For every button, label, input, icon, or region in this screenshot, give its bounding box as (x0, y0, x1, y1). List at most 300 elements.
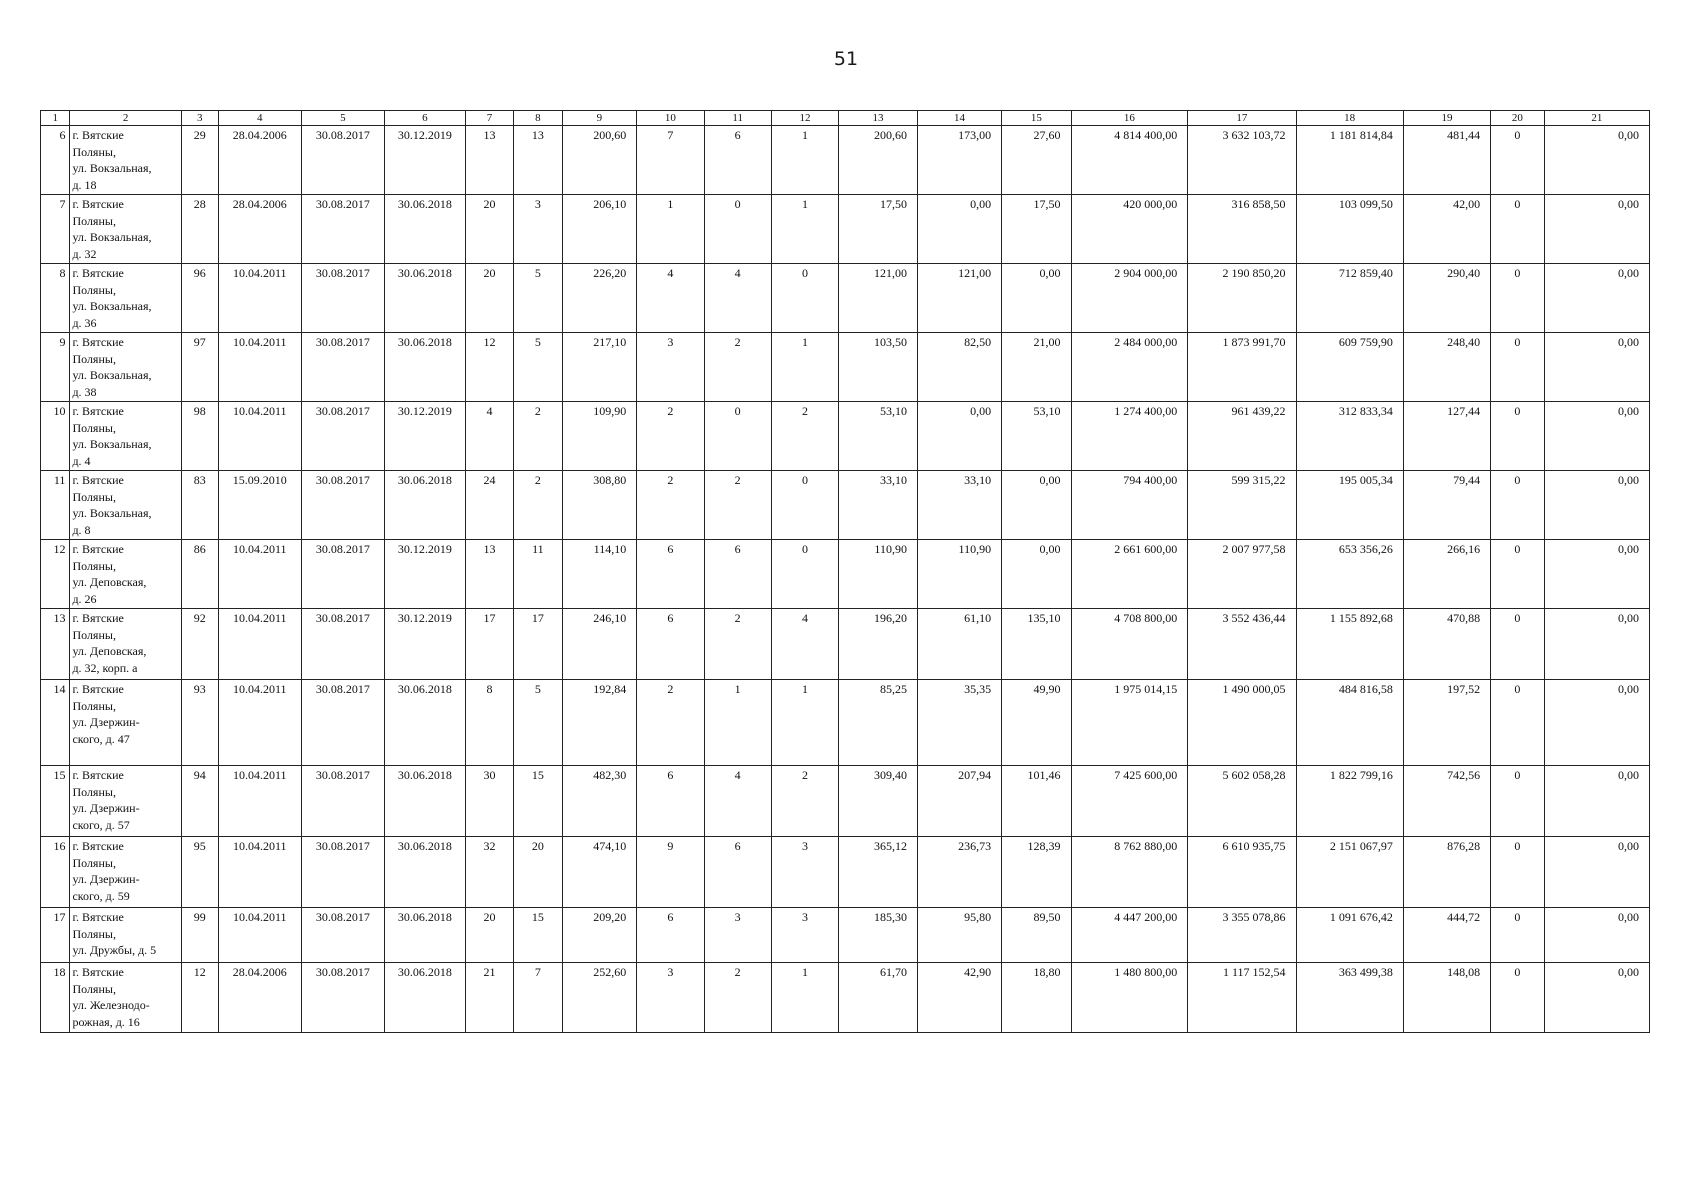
table-cell-col-15: 21,00 (1002, 333, 1071, 402)
table-cell-col-5: 30.08.2017 (301, 908, 384, 963)
table-header-row (41, 111, 1650, 126)
table-cell-col-4: 10.04.2011 (218, 540, 301, 609)
table-cell-col-6: 30.06.2018 (384, 963, 465, 1033)
table-cell-col-11: 6 (704, 540, 771, 609)
table-cell-col-16: 4 447 200,00 (1071, 908, 1188, 963)
table-cell-col-15: 0,00 (1002, 264, 1071, 333)
table-cell-col-14: 173,00 (917, 126, 1001, 195)
table-cell-col-13: 121,00 (839, 264, 918, 333)
table-cell-col-7: 20 (465, 264, 513, 333)
table-cell-col-16: 4 708 800,00 (1071, 609, 1188, 680)
table-cell-col-3: 92 (181, 609, 218, 680)
table-cell-col-12: 4 (771, 609, 838, 680)
address-cell: г. Вятские Поляны, ул. Вокзальная, д. 38 (70, 333, 181, 402)
table-cell-col-17: 5 602 058,28 (1188, 766, 1296, 837)
column-header-2: 2 (70, 111, 181, 126)
data-table-container (40, 110, 1650, 1033)
table-cell-col-8: 17 (514, 609, 562, 680)
column-header-16: 16 (1071, 111, 1188, 126)
table-cell-col-7: 13 (465, 540, 513, 609)
table-cell-col-19: 248,40 (1403, 333, 1490, 402)
column-header-7: 7 (465, 111, 513, 126)
table-cell-col-19: 79,44 (1403, 471, 1490, 540)
table-row (41, 766, 1650, 837)
table-cell-col-18: 312 833,34 (1296, 402, 1403, 471)
table-cell-col-11: 2 (704, 609, 771, 680)
table-cell-col-19: 290,40 (1403, 264, 1490, 333)
table-cell-col-8: 15 (514, 908, 562, 963)
table-cell-col-14: 82,50 (917, 333, 1001, 402)
table-row (41, 908, 1650, 963)
table-cell-col-20: 0 (1491, 402, 1545, 471)
table-cell-col-13: 53,10 (839, 402, 918, 471)
column-header-10: 10 (637, 111, 704, 126)
table-cell-col-3: 99 (181, 908, 218, 963)
column-header-12: 12 (771, 111, 838, 126)
table-cell-col-17: 599 315,22 (1188, 471, 1296, 540)
column-header-17: 17 (1188, 111, 1296, 126)
table-cell-col-19: 470,88 (1403, 609, 1490, 680)
table-cell-col-5: 30.08.2017 (301, 540, 384, 609)
table-cell-col-21: 0,00 (1544, 766, 1649, 837)
table-cell-col-15: 101,46 (1002, 766, 1071, 837)
table-cell-col-11: 0 (704, 402, 771, 471)
table-cell-col-21: 0,00 (1544, 837, 1649, 908)
table-cell-col-18: 1 822 799,16 (1296, 766, 1403, 837)
table-cell-col-20: 0 (1491, 837, 1545, 908)
address-cell: г. Вятские Поляны, ул. Железнодо- рожная, д. 16 (70, 963, 181, 1033)
table-cell-col-7: 20 (465, 908, 513, 963)
table-cell-col-7: 30 (465, 766, 513, 837)
table-cell-col-1: 12 (41, 540, 70, 609)
column-header-3: 3 (181, 111, 218, 126)
table-cell-col-5: 30.08.2017 (301, 126, 384, 195)
table-cell-col-11: 4 (704, 766, 771, 837)
address-cell: г. Вятские Поляны, ул. Вокзальная, д. 36 (70, 264, 181, 333)
table-row (41, 837, 1650, 908)
table-cell-col-20: 0 (1491, 264, 1545, 333)
table-cell-col-17: 316 858,50 (1188, 195, 1296, 264)
table-cell-col-16: 8 762 880,00 (1071, 837, 1188, 908)
table-row (41, 402, 1650, 471)
address-cell: г. Вятские Поляны, ул. Деповская, д. 32, корп. а (70, 609, 181, 680)
table-cell-col-12: 0 (771, 471, 838, 540)
table-cell-col-18: 2 151 067,97 (1296, 837, 1403, 908)
table-cell-col-1: 13 (41, 609, 70, 680)
table-cell-col-13: 365,12 (839, 837, 918, 908)
table-cell-col-4: 10.04.2011 (218, 609, 301, 680)
table-cell-col-8: 5 (514, 680, 562, 766)
table-cell-col-7: 24 (465, 471, 513, 540)
table-cell-col-6: 30.12.2019 (384, 540, 465, 609)
table-cell-col-21: 0,00 (1544, 680, 1649, 766)
table-cell-col-10: 2 (637, 680, 704, 766)
column-header-20: 20 (1491, 111, 1545, 126)
table-row (41, 540, 1650, 609)
table-cell-col-21: 0,00 (1544, 333, 1649, 402)
table-cell-col-15: 0,00 (1002, 471, 1071, 540)
table-cell-col-4: 28.04.2006 (218, 126, 301, 195)
table-cell-col-20: 0 (1491, 963, 1545, 1033)
table-cell-col-15: 0,00 (1002, 540, 1071, 609)
table-cell-col-14: 95,80 (917, 908, 1001, 963)
table-cell-col-21: 0,00 (1544, 540, 1649, 609)
table-cell-col-9: 192,84 (562, 680, 637, 766)
address-cell: г. Вятские Поляны, ул. Вокзальная, д. 4 (70, 402, 181, 471)
table-cell-col-13: 110,90 (839, 540, 918, 609)
table-cell-col-11: 6 (704, 126, 771, 195)
table-cell-col-14: 0,00 (917, 402, 1001, 471)
address-cell: г. Вятские Поляны, ул. Дзержин- ского, д. 57 (70, 766, 181, 837)
table-cell-col-1: 6 (41, 126, 70, 195)
table-cell-col-1: 10 (41, 402, 70, 471)
address-cell: г. Вятские Поляны, ул. Вокзальная, д. 18 (70, 126, 181, 195)
table-cell-col-15: 128,39 (1002, 837, 1071, 908)
table-cell-col-13: 17,50 (839, 195, 918, 264)
table-cell-col-12: 1 (771, 680, 838, 766)
table-cell-col-4: 10.04.2011 (218, 333, 301, 402)
table-cell-col-12: 1 (771, 963, 838, 1033)
table-cell-col-10: 6 (637, 766, 704, 837)
column-header-11: 11 (704, 111, 771, 126)
table-cell-col-17: 961 439,22 (1188, 402, 1296, 471)
table-cell-col-5: 30.08.2017 (301, 963, 384, 1033)
table-cell-col-5: 30.08.2017 (301, 195, 384, 264)
table-cell-col-3: 86 (181, 540, 218, 609)
table-cell-col-10: 6 (637, 609, 704, 680)
table-cell-col-18: 363 499,38 (1296, 963, 1403, 1033)
table-cell-col-17: 3 632 103,72 (1188, 126, 1296, 195)
address-cell: г. Вятские Поляны, ул. Дзержин- ского, д. 47 (70, 680, 181, 766)
table-cell-col-21: 0,00 (1544, 471, 1649, 540)
column-header-21: 21 (1544, 111, 1649, 126)
table-cell-col-12: 2 (771, 766, 838, 837)
table-cell-col-6: 30.06.2018 (384, 908, 465, 963)
column-header-19: 19 (1403, 111, 1490, 126)
page-number: 51 (833, 48, 859, 70)
table-cell-col-10: 2 (637, 471, 704, 540)
table-cell-col-13: 196,20 (839, 609, 918, 680)
table-cell-col-18: 1 091 676,42 (1296, 908, 1403, 963)
table-cell-col-9: 209,20 (562, 908, 637, 963)
table-cell-col-11: 2 (704, 963, 771, 1033)
table-cell-col-1: 8 (41, 264, 70, 333)
table-cell-col-8: 15 (514, 766, 562, 837)
column-header-15: 15 (1002, 111, 1071, 126)
column-header-13: 13 (839, 111, 918, 126)
table-cell-col-18: 195 005,34 (1296, 471, 1403, 540)
table-cell-col-10: 2 (637, 402, 704, 471)
table-cell-col-9: 206,10 (562, 195, 637, 264)
address-cell: г. Вятские Поляны, ул. Дзержин- ского, д. 59 (70, 837, 181, 908)
table-row (41, 680, 1650, 766)
table-cell-col-21: 0,00 (1544, 963, 1649, 1033)
table-cell-col-3: 28 (181, 195, 218, 264)
table-cell-col-20: 0 (1491, 333, 1545, 402)
table-cell-col-15: 53,10 (1002, 402, 1071, 471)
table-cell-col-12: 1 (771, 126, 838, 195)
table-cell-col-10: 6 (637, 540, 704, 609)
table-cell-col-14: 35,35 (917, 680, 1001, 766)
column-header-8: 8 (514, 111, 562, 126)
table-cell-col-11: 2 (704, 333, 771, 402)
table-cell-col-5: 30.08.2017 (301, 680, 384, 766)
table-cell-col-16: 2 904 000,00 (1071, 264, 1188, 333)
table-cell-col-12: 3 (771, 908, 838, 963)
table-cell-col-14: 61,10 (917, 609, 1001, 680)
table-cell-col-10: 3 (637, 333, 704, 402)
table-row (41, 963, 1650, 1033)
table-cell-col-14: 0,00 (917, 195, 1001, 264)
table-cell-col-17: 6 610 935,75 (1188, 837, 1296, 908)
table-cell-col-13: 200,60 (839, 126, 918, 195)
table-cell-col-6: 30.06.2018 (384, 471, 465, 540)
table-cell-col-19: 127,44 (1403, 402, 1490, 471)
table-cell-col-9: 482,30 (562, 766, 637, 837)
table-cell-col-15: 49,90 (1002, 680, 1071, 766)
table-cell-col-16: 2 661 600,00 (1071, 540, 1188, 609)
table-cell-col-20: 0 (1491, 540, 1545, 609)
table-cell-col-3: 83 (181, 471, 218, 540)
table-row (41, 609, 1650, 680)
table-cell-col-11: 6 (704, 837, 771, 908)
table-cell-col-9: 252,60 (562, 963, 637, 1033)
table-cell-col-6: 30.06.2018 (384, 766, 465, 837)
table-cell-col-7: 12 (465, 333, 513, 402)
table-cell-col-7: 13 (465, 126, 513, 195)
table-cell-col-11: 2 (704, 471, 771, 540)
table-cell-col-21: 0,00 (1544, 609, 1649, 680)
table-cell-col-9: 308,80 (562, 471, 637, 540)
table-cell-col-15: 17,50 (1002, 195, 1071, 264)
table-cell-col-12: 0 (771, 540, 838, 609)
table-cell-col-6: 30.12.2019 (384, 126, 465, 195)
table-cell-col-14: 110,90 (917, 540, 1001, 609)
table-cell-col-6: 30.06.2018 (384, 837, 465, 908)
table-cell-col-7: 4 (465, 402, 513, 471)
table-cell-col-16: 2 484 000,00 (1071, 333, 1188, 402)
table-cell-col-19: 148,08 (1403, 963, 1490, 1033)
table-cell-col-18: 1 181 814,84 (1296, 126, 1403, 195)
table-cell-col-13: 103,50 (839, 333, 918, 402)
table-cell-col-14: 236,73 (917, 837, 1001, 908)
table-cell-col-4: 10.04.2011 (218, 837, 301, 908)
table-cell-col-8: 5 (514, 333, 562, 402)
table-cell-col-18: 653 356,26 (1296, 540, 1403, 609)
column-header-1: 1 (41, 111, 70, 126)
table-cell-col-18: 103 099,50 (1296, 195, 1403, 264)
table-row (41, 471, 1650, 540)
table-cell-col-13: 61,70 (839, 963, 918, 1033)
table-cell-col-12: 1 (771, 195, 838, 264)
table-cell-col-4: 10.04.2011 (218, 908, 301, 963)
table-cell-col-6: 30.06.2018 (384, 264, 465, 333)
table-cell-col-19: 876,28 (1403, 837, 1490, 908)
table-cell-col-21: 0,00 (1544, 195, 1649, 264)
table-row (41, 333, 1650, 402)
table-cell-col-4: 10.04.2011 (218, 680, 301, 766)
table-cell-col-1: 18 (41, 963, 70, 1033)
table-cell-col-17: 3 552 436,44 (1188, 609, 1296, 680)
column-header-5: 5 (301, 111, 384, 126)
table-cell-col-20: 0 (1491, 908, 1545, 963)
table-cell-col-8: 11 (514, 540, 562, 609)
table-cell-col-21: 0,00 (1544, 126, 1649, 195)
column-header-6: 6 (384, 111, 465, 126)
address-cell: г. Вятские Поляны, ул. Дружбы, д. 5 (70, 908, 181, 963)
table-cell-col-3: 97 (181, 333, 218, 402)
table-cell-col-1: 14 (41, 680, 70, 766)
table-cell-col-21: 0,00 (1544, 908, 1649, 963)
data-table (40, 110, 1650, 1033)
table-cell-col-5: 30.08.2017 (301, 609, 384, 680)
table-cell-col-12: 3 (771, 837, 838, 908)
table-cell-col-18: 712 859,40 (1296, 264, 1403, 333)
table-cell-col-1: 15 (41, 766, 70, 837)
table-cell-col-9: 109,90 (562, 402, 637, 471)
table-cell-col-4: 10.04.2011 (218, 402, 301, 471)
table-cell-col-19: 481,44 (1403, 126, 1490, 195)
table-cell-col-6: 30.06.2018 (384, 333, 465, 402)
table-cell-col-1: 7 (41, 195, 70, 264)
table-cell-col-7: 32 (465, 837, 513, 908)
table-cell-col-17: 2 190 850,20 (1188, 264, 1296, 333)
table-cell-col-4: 15.09.2010 (218, 471, 301, 540)
table-cell-col-17: 1 490 000,05 (1188, 680, 1296, 766)
table-cell-col-13: 309,40 (839, 766, 918, 837)
table-cell-col-4: 10.04.2011 (218, 766, 301, 837)
table-row (41, 264, 1650, 333)
table-cell-col-15: 135,10 (1002, 609, 1071, 680)
table-cell-col-5: 30.08.2017 (301, 837, 384, 908)
table-cell-col-9: 246,10 (562, 609, 637, 680)
table-cell-col-4: 10.04.2011 (218, 264, 301, 333)
table-cell-col-7: 8 (465, 680, 513, 766)
table-cell-col-8: 3 (514, 195, 562, 264)
column-header-14: 14 (917, 111, 1001, 126)
table-cell-col-8: 2 (514, 471, 562, 540)
table-cell-col-17: 3 355 078,86 (1188, 908, 1296, 963)
table-cell-col-16: 1 274 400,00 (1071, 402, 1188, 471)
table-cell-col-3: 98 (181, 402, 218, 471)
table-cell-col-20: 0 (1491, 766, 1545, 837)
table-cell-col-17: 2 007 977,58 (1188, 540, 1296, 609)
table-cell-col-3: 95 (181, 837, 218, 908)
table-cell-col-20: 0 (1491, 609, 1545, 680)
table-cell-col-17: 1 873 991,70 (1188, 333, 1296, 402)
table-cell-col-6: 30.12.2019 (384, 609, 465, 680)
address-cell: г. Вятские Поляны, ул. Вокзальная, д. 8 (70, 471, 181, 540)
table-cell-col-17: 1 117 152,54 (1188, 963, 1296, 1033)
table-cell-col-3: 94 (181, 766, 218, 837)
table-cell-col-7: 21 (465, 963, 513, 1033)
table-cell-col-11: 3 (704, 908, 771, 963)
table-cell-col-11: 4 (704, 264, 771, 333)
table-cell-col-12: 1 (771, 333, 838, 402)
table-cell-col-12: 2 (771, 402, 838, 471)
table-cell-col-19: 266,16 (1403, 540, 1490, 609)
table-cell-col-11: 0 (704, 195, 771, 264)
table-cell-col-14: 207,94 (917, 766, 1001, 837)
table-cell-col-5: 30.08.2017 (301, 402, 384, 471)
table-cell-col-9: 474,10 (562, 837, 637, 908)
address-cell: г. Вятские Поляны, ул. Деповская, д. 26 (70, 540, 181, 609)
table-row (41, 195, 1650, 264)
table-cell-col-19: 197,52 (1403, 680, 1490, 766)
table-cell-col-8: 20 (514, 837, 562, 908)
table-row (41, 126, 1650, 195)
table-cell-col-5: 30.08.2017 (301, 471, 384, 540)
table-cell-col-1: 17 (41, 908, 70, 963)
table-cell-col-4: 28.04.2006 (218, 963, 301, 1033)
table-cell-col-8: 13 (514, 126, 562, 195)
table-cell-col-3: 12 (181, 963, 218, 1033)
table-cell-col-9: 226,20 (562, 264, 637, 333)
table-cell-col-4: 28.04.2006 (218, 195, 301, 264)
table-cell-col-11: 1 (704, 680, 771, 766)
table-cell-col-10: 6 (637, 908, 704, 963)
table-cell-col-16: 420 000,00 (1071, 195, 1188, 264)
table-cell-col-1: 9 (41, 333, 70, 402)
table-body (41, 126, 1650, 1033)
table-cell-col-3: 93 (181, 680, 218, 766)
table-cell-col-6: 30.06.2018 (384, 680, 465, 766)
column-header-4: 4 (218, 111, 301, 126)
table-cell-col-20: 0 (1491, 126, 1545, 195)
table-cell-col-18: 1 155 892,68 (1296, 609, 1403, 680)
table-cell-col-20: 0 (1491, 195, 1545, 264)
table-cell-col-19: 444,72 (1403, 908, 1490, 963)
table-cell-col-10: 1 (637, 195, 704, 264)
table-cell-col-16: 794 400,00 (1071, 471, 1188, 540)
table-cell-col-10: 4 (637, 264, 704, 333)
table-cell-col-18: 609 759,90 (1296, 333, 1403, 402)
table-cell-col-16: 1 480 800,00 (1071, 963, 1188, 1033)
table-cell-col-13: 185,30 (839, 908, 918, 963)
table-cell-col-16: 7 425 600,00 (1071, 766, 1188, 837)
table-cell-col-8: 7 (514, 963, 562, 1033)
table-cell-col-5: 30.08.2017 (301, 766, 384, 837)
table-cell-col-3: 96 (181, 264, 218, 333)
column-header-9: 9 (562, 111, 637, 126)
table-cell-col-5: 30.08.2017 (301, 333, 384, 402)
table-cell-col-10: 7 (637, 126, 704, 195)
table-cell-col-19: 742,56 (1403, 766, 1490, 837)
table-cell-col-7: 20 (465, 195, 513, 264)
table-cell-col-10: 9 (637, 837, 704, 908)
table-cell-col-7: 17 (465, 609, 513, 680)
table-cell-col-8: 5 (514, 264, 562, 333)
table-cell-col-14: 33,10 (917, 471, 1001, 540)
table-cell-col-14: 121,00 (917, 264, 1001, 333)
table-cell-col-9: 217,10 (562, 333, 637, 402)
table-cell-col-5: 30.08.2017 (301, 264, 384, 333)
table-cell-col-12: 0 (771, 264, 838, 333)
table-cell-col-3: 29 (181, 126, 218, 195)
table-cell-col-13: 33,10 (839, 471, 918, 540)
table-cell-col-15: 89,50 (1002, 908, 1071, 963)
table-cell-col-20: 0 (1491, 680, 1545, 766)
table-cell-col-9: 200,60 (562, 126, 637, 195)
table-cell-col-14: 42,90 (917, 963, 1001, 1033)
table-cell-col-10: 3 (637, 963, 704, 1033)
table-cell-col-21: 0,00 (1544, 402, 1649, 471)
table-cell-col-6: 30.12.2019 (384, 402, 465, 471)
table-cell-col-21: 0,00 (1544, 264, 1649, 333)
table-cell-col-16: 4 814 400,00 (1071, 126, 1188, 195)
table-cell-col-6: 30.06.2018 (384, 195, 465, 264)
table-cell-col-8: 2 (514, 402, 562, 471)
